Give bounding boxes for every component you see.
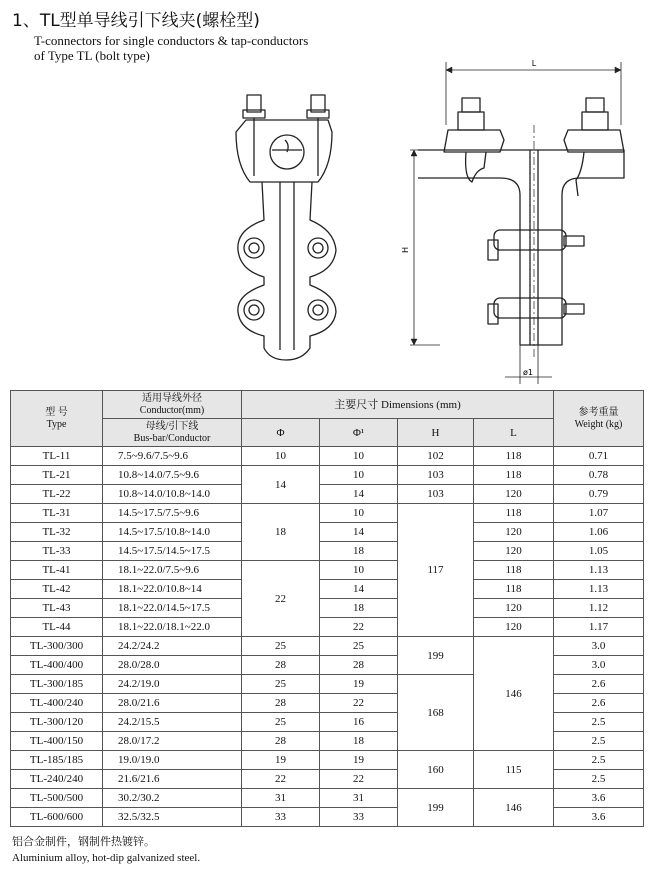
cell-type: TL-31 — [11, 504, 103, 523]
cell-weight: 2.5 — [554, 732, 644, 751]
cell-phi1: 18 — [320, 732, 398, 751]
header-conductor — [103, 391, 242, 419]
table-row — [11, 466, 644, 485]
cell-phi: 19 — [242, 751, 320, 770]
cell-weight: 3.6 — [554, 789, 644, 808]
cell-weight: 3.0 — [554, 656, 644, 675]
cell-weight: 1.06 — [554, 523, 644, 542]
table-row — [11, 504, 644, 523]
cell-type: TL-43 — [11, 599, 103, 618]
front-view-drawing — [236, 95, 336, 360]
cell-type: TL-44 — [11, 618, 103, 637]
cell-l: 118 — [474, 561, 554, 580]
cell-conductor: 21.6/21.6 — [103, 770, 242, 789]
cell-l: 118 — [474, 466, 554, 485]
cell-weight: 1.07 — [554, 504, 644, 523]
cell-conductor: 19.0/19.0 — [103, 751, 242, 770]
cell-weight: 2.5 — [554, 713, 644, 732]
table-row — [11, 561, 644, 580]
cell-phi1: 19 — [320, 675, 398, 694]
cell-weight: 1.05 — [554, 542, 644, 561]
header-busbar-en: Bus-bar/Conductor — [133, 432, 211, 444]
cell-phi1: 14 — [320, 485, 398, 504]
table-row — [11, 789, 644, 808]
table-row — [11, 637, 644, 656]
cell-phi: 10 — [242, 447, 320, 466]
cell-conductor: 10.8~14.0/7.5~9.6 — [103, 466, 242, 485]
cell-phi: 22 — [242, 561, 320, 637]
cell-type: TL-400/150 — [11, 732, 103, 751]
cell-h: 199 — [398, 637, 474, 675]
cell-phi1: 10 — [320, 561, 398, 580]
cell-h: 117 — [398, 504, 474, 637]
header-weight-en: Weight (kg) — [574, 418, 623, 430]
header-dimensions: 主要尺寸 Dimensions (mm) — [242, 391, 554, 419]
table-row — [11, 542, 644, 561]
cell-weight: 3.6 — [554, 808, 644, 827]
subtitle-line-2: of Type TL (bolt type) — [34, 48, 150, 63]
cell-conductor: 14.5~17.5/7.5~9.6 — [103, 504, 242, 523]
header-weight — [554, 391, 644, 447]
cell-h: 102 — [398, 447, 474, 466]
cell-conductor: 18.1~22.0/14.5~17.5 — [103, 599, 242, 618]
header-conductor-en: Conductor(mm) — [139, 404, 205, 416]
cell-weight: 3.0 — [554, 637, 644, 656]
cell-phi1: 33 — [320, 808, 398, 827]
cell-l: 120 — [474, 542, 554, 561]
cell-conductor: 28.0/21.6 — [103, 694, 242, 713]
cell-weight: 2.5 — [554, 770, 644, 789]
header-weight-cn: 参考重量 — [578, 406, 619, 418]
cell-weight: 2.6 — [554, 675, 644, 694]
header-type — [11, 391, 103, 447]
cell-h: 103 — [398, 466, 474, 485]
cell-phi1: 22 — [320, 694, 398, 713]
cell-weight: 1.13 — [554, 561, 644, 580]
header-phi: Φ — [242, 419, 320, 447]
section-title: 1、TL型单导线引下线夹(螺栓型) — [12, 11, 260, 31]
cell-phi1: 14 — [320, 580, 398, 599]
cell-l: 118 — [474, 504, 554, 523]
section-subtitle — [34, 33, 308, 63]
cell-type: TL-41 — [11, 561, 103, 580]
cell-type: TL-185/185 — [11, 751, 103, 770]
cell-conductor: 10.8~14.0/10.8~14.0 — [103, 485, 242, 504]
cell-weight: 0.78 — [554, 466, 644, 485]
cell-phi: 33 — [242, 808, 320, 827]
cell-l: 120 — [474, 618, 554, 637]
cell-type: TL-400/240 — [11, 694, 103, 713]
cell-type: TL-22 — [11, 485, 103, 504]
cell-phi: 31 — [242, 789, 320, 808]
cell-type: TL-42 — [11, 580, 103, 599]
cell-phi1: 25 — [320, 637, 398, 656]
cell-weight: 0.79 — [554, 485, 644, 504]
material-note-cn: 铝合金制件，钢制件热镀锌。 — [12, 835, 155, 848]
cell-conductor: 24.2/15.5 — [103, 713, 242, 732]
cell-l: 146 — [474, 789, 554, 827]
cell-phi1: 28 — [320, 656, 398, 675]
cell-phi: 25 — [242, 713, 320, 732]
cell-phi1: 18 — [320, 599, 398, 618]
cell-phi: 18 — [242, 504, 320, 561]
table-row — [11, 580, 644, 599]
cell-phi1: 22 — [320, 770, 398, 789]
table-row — [11, 751, 644, 770]
cell-phi1: 18 — [320, 542, 398, 561]
cell-type: TL-21 — [11, 466, 103, 485]
cell-type: TL-11 — [11, 447, 103, 466]
cell-type: TL-600/600 — [11, 808, 103, 827]
cell-phi: 28 — [242, 694, 320, 713]
dim-label-l: L — [531, 60, 537, 68]
cell-type: TL-300/300 — [11, 637, 103, 656]
cell-l: 118 — [474, 580, 554, 599]
side-view-drawing — [410, 62, 624, 384]
header-conductor-cn: 适用导线外径 — [142, 392, 202, 404]
header-phi1: Φ¹ — [320, 419, 398, 447]
cell-h: 160 — [398, 751, 474, 789]
cell-weight: 1.12 — [554, 599, 644, 618]
cell-l: 146 — [474, 637, 554, 751]
table-row — [11, 599, 644, 618]
cell-phi1: 31 — [320, 789, 398, 808]
cell-type: TL-300/185 — [11, 675, 103, 694]
cell-phi1: 10 — [320, 447, 398, 466]
cell-phi1: 22 — [320, 618, 398, 637]
spec-table-header — [11, 391, 644, 447]
cell-conductor: 18.1~22.0/10.8~14 — [103, 580, 242, 599]
cell-conductor: 32.5/32.5 — [103, 808, 242, 827]
header-busbar-cn: 母线/引下线 — [145, 420, 199, 432]
cell-phi1: 10 — [320, 466, 398, 485]
cell-conductor: 14.5~17.5/14.5~17.5 — [103, 542, 242, 561]
cell-type: TL-300/120 — [11, 713, 103, 732]
cell-weight: 0.71 — [554, 447, 644, 466]
header-type-cn: 型 号 — [45, 406, 68, 418]
cell-conductor: 18.1~22.0/18.1~22.0 — [103, 618, 242, 637]
cell-weight: 1.17 — [554, 618, 644, 637]
cell-conductor: 18.1~22.0/7.5~9.6 — [103, 561, 242, 580]
cell-type: TL-400/400 — [11, 656, 103, 675]
cell-weight: 2.6 — [554, 694, 644, 713]
cell-phi: 25 — [242, 637, 320, 656]
technical-drawing — [0, 60, 651, 390]
cell-phi: 25 — [242, 675, 320, 694]
cell-phi: 28 — [242, 656, 320, 675]
dim-label-h: H — [401, 246, 410, 254]
header-l: L — [474, 419, 554, 447]
cell-l: 120 — [474, 523, 554, 542]
cell-h: 199 — [398, 789, 474, 827]
cell-conductor: 28.0/28.0 — [103, 656, 242, 675]
dim-label-phi1: ø1 — [523, 368, 533, 377]
table-row — [11, 447, 644, 466]
cell-phi: 22 — [242, 770, 320, 789]
cell-h: 168 — [398, 675, 474, 751]
cell-phi1: 10 — [320, 504, 398, 523]
header-h: H — [398, 419, 474, 447]
cell-l: 115 — [474, 751, 554, 789]
cell-type: TL-500/500 — [11, 789, 103, 808]
cell-h: 103 — [398, 485, 474, 504]
cell-conductor: 24.2/19.0 — [103, 675, 242, 694]
cell-conductor: 7.5~9.6/7.5~9.6 — [103, 447, 242, 466]
table-row — [11, 485, 644, 504]
cell-weight: 1.13 — [554, 580, 644, 599]
cell-type: TL-240/240 — [11, 770, 103, 789]
header-type-en: Type — [46, 418, 67, 430]
cell-phi1: 16 — [320, 713, 398, 732]
cell-conductor: 14.5~17.5/10.8~14.0 — [103, 523, 242, 542]
cell-weight: 2.5 — [554, 751, 644, 770]
cell-phi: 28 — [242, 732, 320, 751]
table-row — [11, 618, 644, 637]
table-row — [11, 523, 644, 542]
cell-type: TL-33 — [11, 542, 103, 561]
cell-l: 118 — [474, 447, 554, 466]
cell-conductor: 28.0/17.2 — [103, 732, 242, 751]
cell-l: 120 — [474, 485, 554, 504]
cell-phi: 14 — [242, 466, 320, 504]
cell-type: TL-32 — [11, 523, 103, 542]
cell-phi1: 19 — [320, 751, 398, 770]
cell-l: 120 — [474, 599, 554, 618]
header-busbar-conductor — [103, 419, 242, 447]
cell-conductor: 24.2/24.2 — [103, 637, 242, 656]
subtitle-line-1: T-connectors for single conductors & tap-conductors — [34, 33, 309, 48]
spec-table-body — [11, 447, 644, 827]
cell-phi1: 14 — [320, 523, 398, 542]
spec-table — [10, 390, 644, 827]
cell-conductor: 30.2/30.2 — [103, 789, 242, 808]
material-note-en: Aluminium alloy, hot-dip galvanized steel. — [12, 852, 201, 864]
